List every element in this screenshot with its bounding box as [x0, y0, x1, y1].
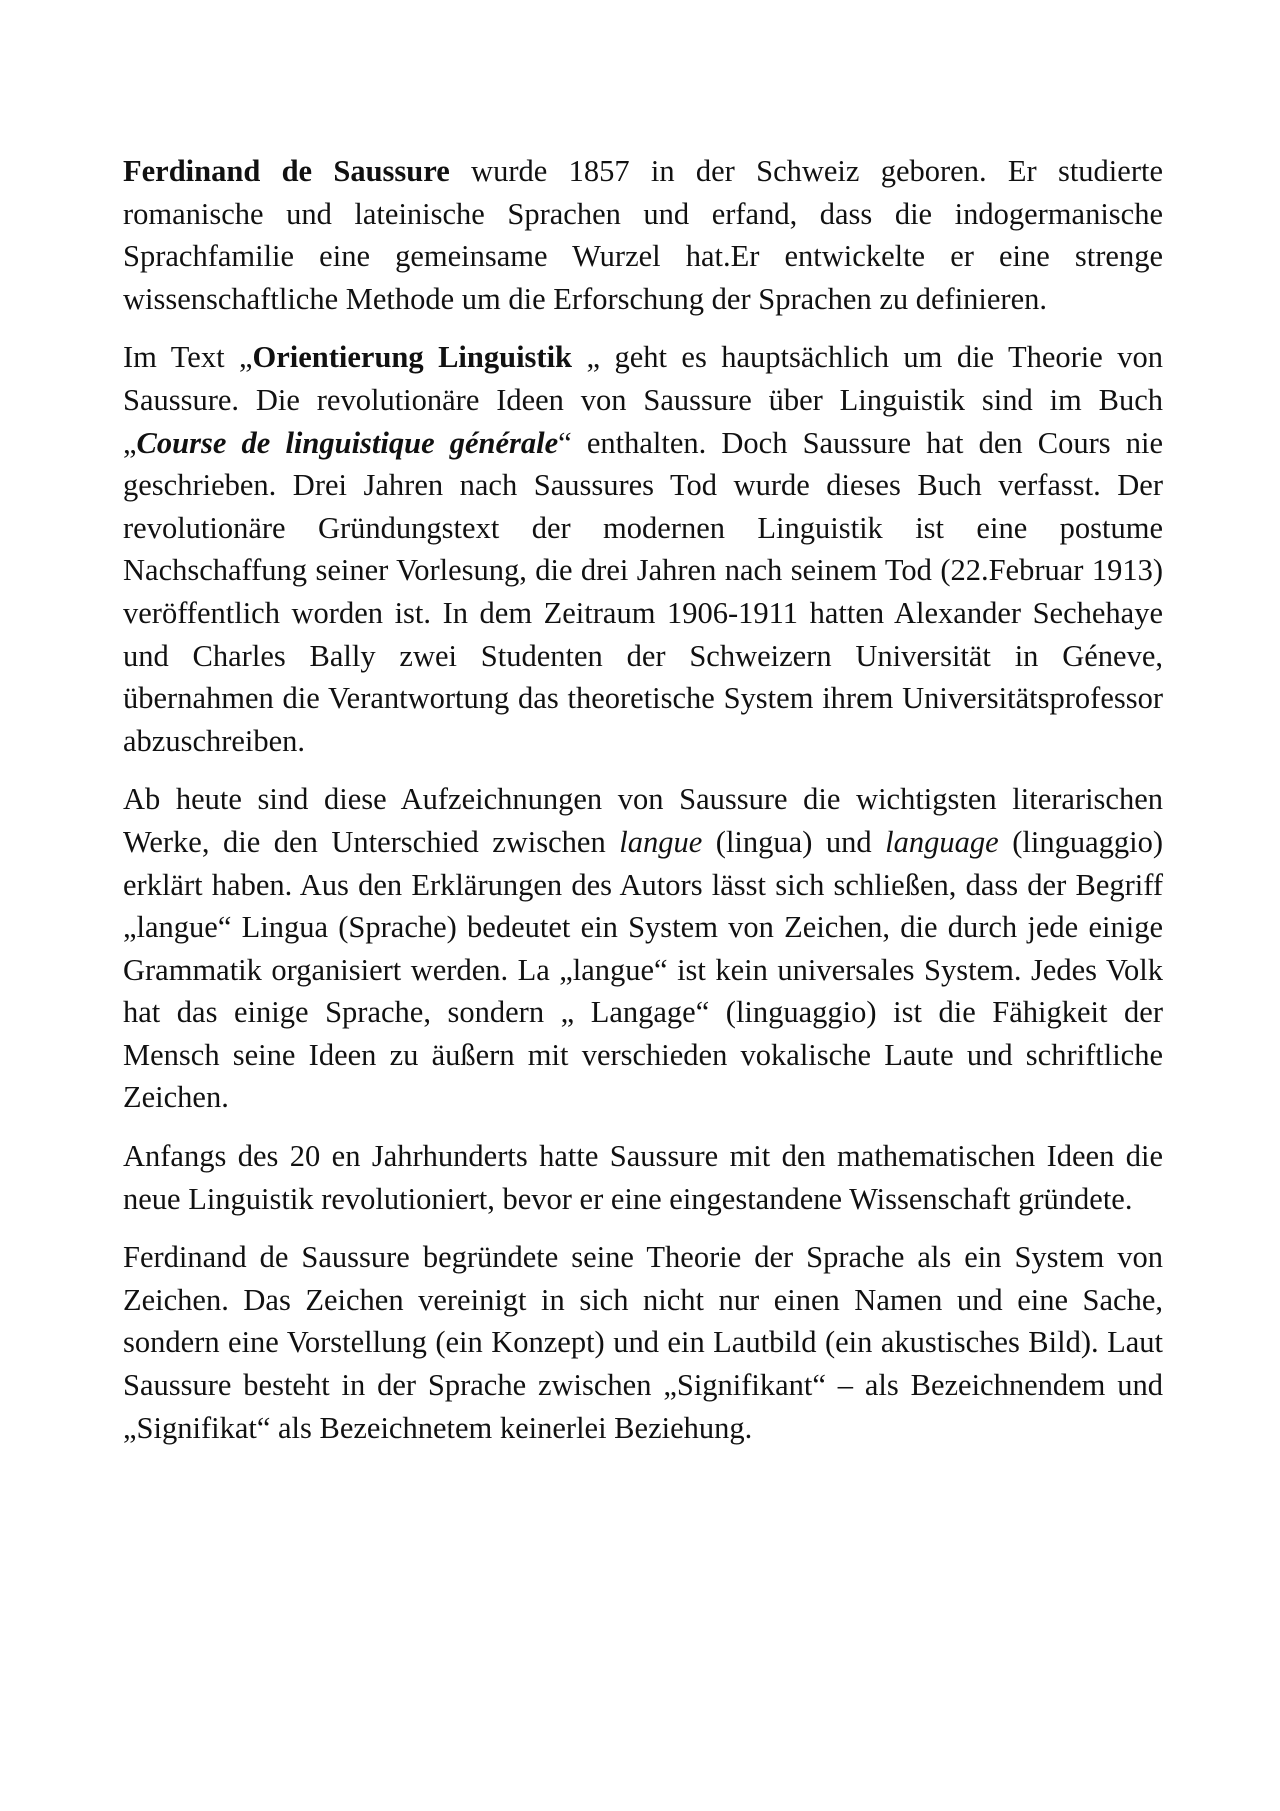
paragraph-text: (linguaggio) erklärt haben. Aus den Erklärungen des Autors lässt sich schließen, dass der Begriff „langue“ Lingua (Sprache) bedeutet ein System von Zeichen, die durch jede einige Grammatik organisiert werden. La „langue“ ist kein universales System. Jedes Volk hat das einige Sprache, sondern „ Langage“ (linguaggio) ist die Fähigkeit der Mensch seine Ideen zu äußern mit verschieden vokalische Laute und schriftliche Zeichen. — [123, 824, 1163, 1115]
bold-italic-book-title: Course de linguistique générale — [136, 425, 559, 460]
document-body — [123, 150, 1163, 1465]
paragraph-orientierung-text — [123, 336, 1163, 762]
paragraph-text: (lingua) und — [702, 824, 886, 859]
paragraph-text: Anfangs des 20 en Jahrhunderts hatte Saussure mit den mathematischen Ideen die neue Linguistik revolutioniert, bevor er eine eingestandene Wissenschaft gründete. — [123, 1139, 1163, 1216]
paragraph-text: Ab heute sind diese Aufzeichnungen von Saussure die wichtigsten literarischen Werke, die den Unterschied zwischen — [123, 782, 1163, 859]
bold-name-saussure: Ferdinand de Saussure — [123, 154, 450, 188]
paragraph-text: Im Text „ — [123, 340, 253, 375]
paragraph-text: “ enthalten. Doch Saussure hat den Cours nie geschrieben. Drei Jahren nach Saussures Tod wurde dieses Buch verfasst. Der revolutionäre Gründungstext der modernen Linguistik ist eine postume Nachschaffung seiner Vorlesung, die drei Jahren nach seinem Tod (22.Februar 1913) veröffentlich worden ist. In dem Zeitraum 1906-1911 hatten Alexander Sechehaye und Charles Bally zwei Studenten der Schweizern Universität in Géneve, übernahmen die Verantwortung das theoretische System ihrem Universitätsprofessor abzuschreiben. — [123, 425, 1164, 758]
paragraph-sign-theory — [123, 1236, 1163, 1449]
bold-title-orientierung: Orientierung Linguistik — [252, 340, 573, 375]
paragraph-text: wurde 1857 in der Schweiz geboren. Er studierte romanische und lateinische Sprachen und erfand, dass die indogermanische Sprachfamilie eine gemeinsame Wurzel hat.Er entwickelte er eine strenge wissenschaftliche Methode um die Erforschung der Sprachen zu definieren. — [123, 154, 1163, 316]
paragraph-langue-language — [123, 778, 1163, 1119]
italic-term-langue: langue — [619, 824, 703, 859]
italic-term-language: language — [885, 824, 999, 859]
paragraph-text: „ geht es hauptsächlich um die Theorie von Saussure. Die revolutionäre Ideen von Saussure über Linguistik sind im Buch „ — [123, 340, 1164, 460]
paragraph-saussure-biography — [123, 150, 1163, 320]
paragraph-twentieth-century — [123, 1135, 1163, 1220]
paragraph-text: Ferdinand de Saussure begründete seine Theorie der Sprache als ein System von Zeichen. Das Zeichen vereinigt in sich nicht nur einen Namen und eine Sache, sondern eine Vorstellung (ein Konzept) und ein Lautbild (ein akustisches Bild). Laut Saussure besteht in der Sprache zwischen „Signifikant“ – als Bezeichnendem und „Signifikat“ als Bezeichnetem keinerlei Beziehung. — [123, 1240, 1163, 1445]
